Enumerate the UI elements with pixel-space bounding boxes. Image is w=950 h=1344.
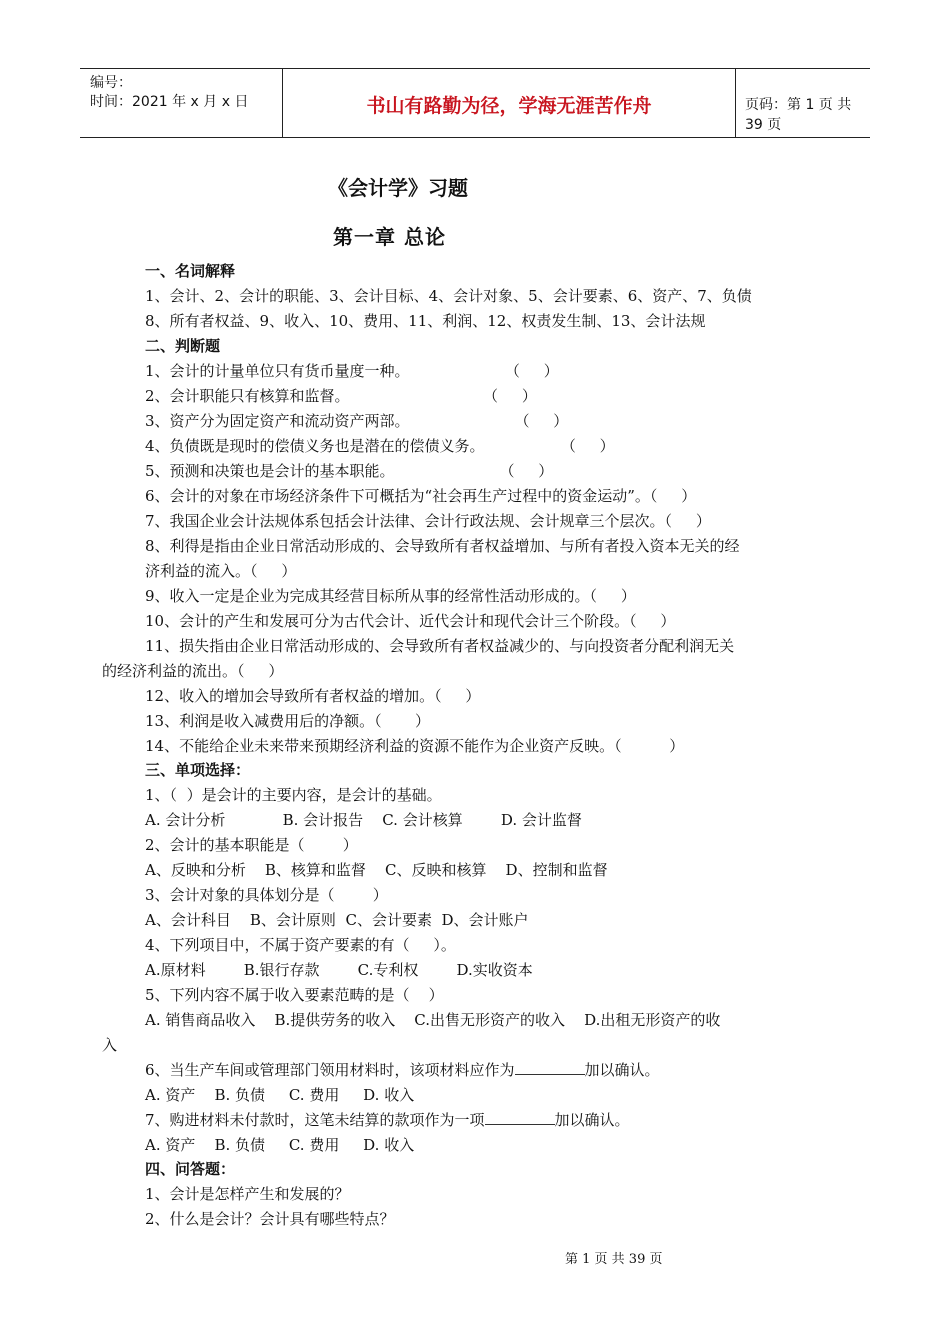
choice-options: A. 销售商品收入 B.提供劳务的收入 C.出售无形资产的收入 D.出租无形资产的收 [145, 1011, 721, 1029]
judgment-item: 11、损失指由企业日常活动形成的、会导致所有者权益减少的、与向投资者分配利润无关 [145, 637, 735, 655]
judgment-item: 13、利润是收入减费用后的净额。（ ） [145, 712, 430, 730]
judgment-item: 9、收入一定是企业为完成其经营目标所从事的经常性活动形成的。（ ） [145, 587, 636, 605]
terms-line: 1、会计、2、会计的职能、3、会计目标、4、会计对象、5、会计要素、6、资产、7、负债 [145, 287, 752, 305]
choice-options: A、会计科目 B、会计原则 C、会计要素 D、会计账户 [145, 911, 529, 929]
header-left-cell [80, 69, 282, 137]
header-table [80, 68, 870, 138]
qa-item: 1、会计是怎样产生和发展的？ [145, 1185, 350, 1203]
qa-item: 2、什么是会计？会计具有哪些特点？ [145, 1210, 395, 1228]
date-label: 时间：2021 年 x 月 x 日 [90, 94, 249, 110]
choice-question [145, 1110, 630, 1130]
terms-line: 8、所有者权益、9、收入、10、费用、11、利润、12、权责发生制、13、会计法规 [145, 312, 706, 330]
choice-question: 5、下列内容不属于收入要素范畴的是（ ） [145, 986, 444, 1004]
chapter-title: 第一章 总论 [333, 225, 446, 249]
judgment-item-continued: 济利益的流入。（ ） [145, 562, 297, 580]
choice-question: 2、会计的基本职能是（ ） [145, 836, 358, 854]
judgment-item-continued: 的经济利益的流出。（ ） [102, 662, 284, 680]
judgment-item: 10、会计的产生和发展可分为古代会计、近代会计和现代会计三个阶段。（ ） [145, 612, 676, 630]
choice-options: A. 资产 B. 负债 C. 费用 D. 收入 [145, 1136, 415, 1154]
judgment-item: 6、会计的对象在市场经济条件下可概括为“社会再生产过程中的资金运动”。（ ） [145, 487, 697, 505]
choice-options: A. 会计分析 B. 会计报告 C. 会计核算 D. 会计监督 [145, 811, 582, 829]
question-text-end: 加以确认。 [584, 1061, 660, 1079]
choice-options-continued: 入 [102, 1036, 118, 1054]
page-footer: 第 1 页 共 39 页 [565, 1252, 663, 1267]
choice-options: A. 资产 B. 负债 C. 费用 D. 收入 [145, 1086, 415, 1104]
judgment-item: 4、负债既是现时的偿债义务也是潜在的偿债义务。 （ ） [145, 437, 615, 455]
document-title: 《会计学》习题 [328, 176, 468, 200]
section-heading-qa: 四、问答题： [145, 1160, 236, 1178]
section-heading-judgment: 二、判断题 [145, 337, 221, 355]
judgment-item: 3、资产分为固定资产和流动资产两部。 （ ） [145, 412, 569, 430]
judgment-item: 14、不能给企业未来带来预期经济利益的资源不能作为企业资产反映。（ ） [145, 737, 685, 755]
motto: 书山有路勤为径，学海无涯苦作舟 [366, 95, 652, 117]
choice-question: 4、下列项目中，不属于资产要素的有（ ）。 [145, 936, 456, 954]
question-text: 6、当生产车间或管理部门领用材料时，该项材料应作为 [145, 1061, 515, 1079]
judgment-item: 8、利得是指由企业日常活动形成的、会导致所有者权益增加、与所有者投入资本无关的经 [145, 537, 740, 555]
choice-question: 1、（ ）是会计的主要内容，是会计的基础。 [145, 786, 442, 804]
section-heading-single-choice: 三、单项选择： [145, 761, 251, 779]
choice-question: 3、会计对象的具体划分是（ ） [145, 886, 388, 904]
fill-blank [515, 1060, 585, 1075]
judgment-item: 7、我国企业会计法规体系包括会计法律、会计行政法规、会计规章三个层次。（ ） [145, 512, 711, 530]
choice-options: A.原材料 B.银行存款 C.专利权 D.实收资本 [145, 961, 533, 979]
choice-options: A、反映和分析 B、核算和监督 C、反映和核算 D、控制和监督 [145, 861, 608, 879]
judgment-item: 5、预测和决策也是会计的基本职能。 （ ） [145, 462, 554, 480]
judgment-item: 2、会计职能只有核算和监督。 （ ） [145, 387, 537, 405]
header-right-cell [735, 69, 870, 137]
choice-question [145, 1060, 660, 1080]
header-center-cell [282, 69, 736, 137]
number-label: 编号： [90, 75, 132, 91]
fill-blank [485, 1110, 555, 1125]
question-text-end: 加以确认。 [554, 1111, 630, 1129]
page-info: 页码：第 1 页 共 39 页 [745, 97, 852, 133]
section-heading-terms: 一、名词解释 [145, 262, 236, 280]
question-text: 7、购进材料未付款时，这笔未结算的款项作为一项 [145, 1111, 485, 1129]
judgment-item: 12、收入的增加会导致所有者权益的增加。（ ） [145, 687, 481, 705]
judgment-item: 1、会计的计量单位只有货币量度一种。 （ ） [145, 362, 559, 380]
